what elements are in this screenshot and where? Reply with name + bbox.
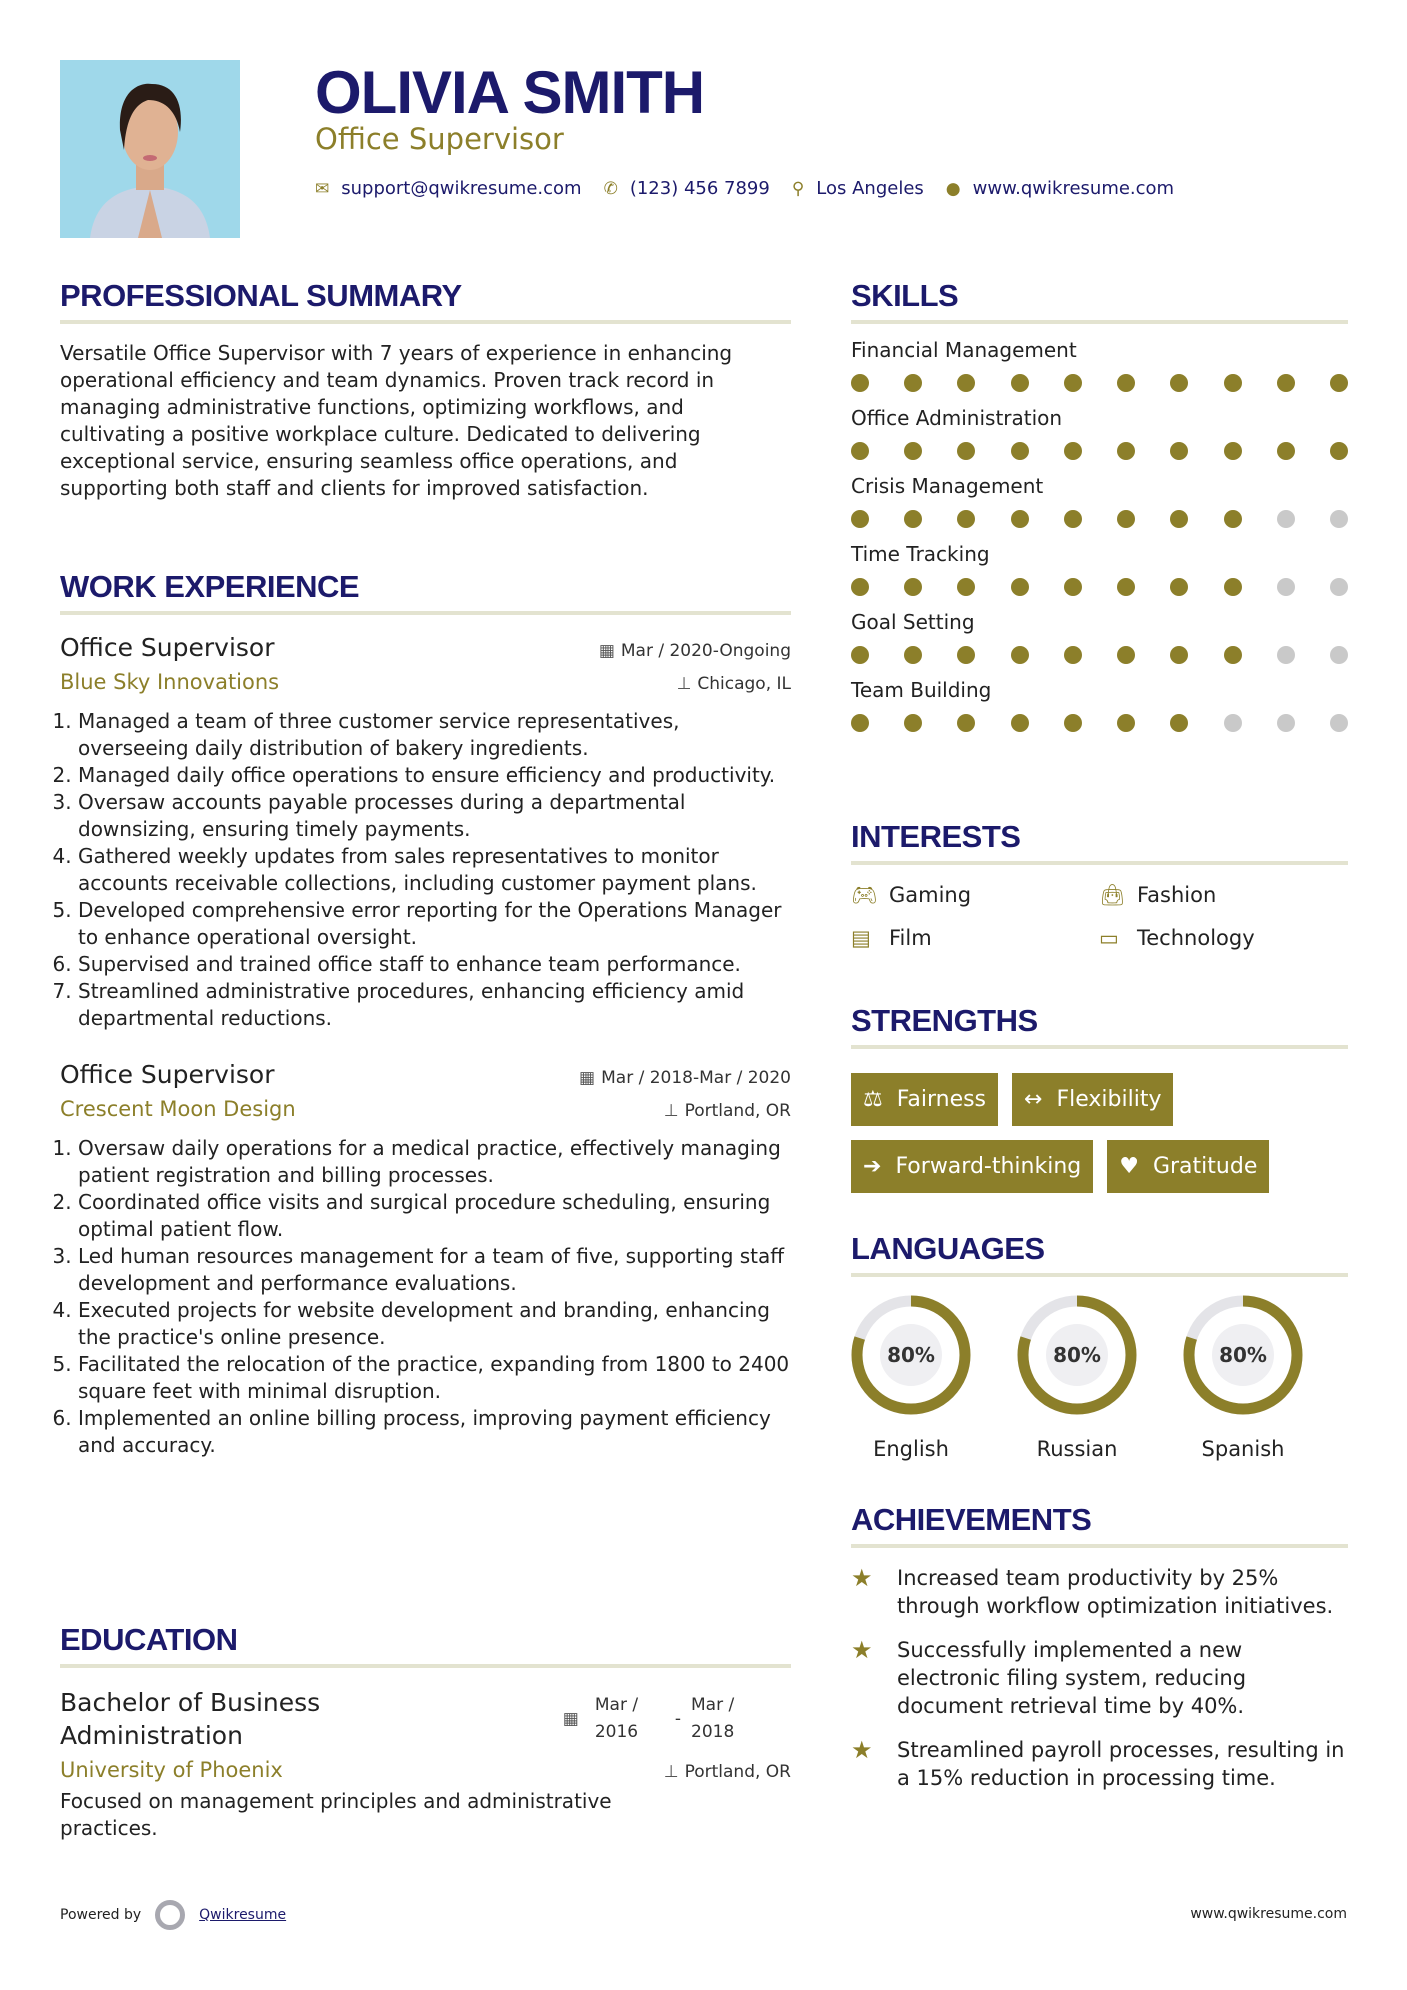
rating-dot-empty: [1277, 714, 1295, 732]
film-icon: ▤: [851, 926, 871, 950]
section-divider: [60, 611, 791, 615]
job-bullet: 2. Coordinated office visits and surgical procedure scheduling, ensuring optimal patient flow.: [78, 1189, 791, 1243]
rating-dot-empty: [1277, 646, 1295, 664]
rating-dot-empty: [1330, 646, 1348, 664]
interests-section: [851, 819, 1348, 950]
job-header: [60, 1060, 791, 1089]
skill-name: Office Administration: [851, 406, 1063, 430]
skill-item: [851, 610, 1348, 664]
experience-section: [60, 569, 791, 1459]
job-bullet: 6. Implemented an online billing process, improving payment efficiency and accuracy.: [78, 1405, 791, 1459]
language-ring: [1183, 1295, 1303, 1415]
rating-dot-filled: [851, 442, 869, 460]
rating-dot-filled: [1117, 646, 1135, 664]
section-divider: [60, 320, 791, 324]
strength-label: Fairness: [896, 1087, 987, 1112]
language-name: Spanish: [1201, 1437, 1285, 1461]
strength-tag: [1107, 1140, 1269, 1193]
job-entry: [60, 633, 791, 1032]
rating-dot-filled: [1117, 578, 1135, 596]
star-icon: ★: [851, 1564, 873, 1592]
skill-rating: [851, 374, 1348, 392]
calendar-icon: ▦: [598, 641, 615, 661]
section-heading: STRENGTHS: [851, 1003, 1038, 1038]
rating-dot-filled: [1170, 714, 1188, 732]
summary-section: [60, 278, 791, 502]
section-divider: [851, 320, 1348, 324]
rating-dot-filled: [851, 578, 869, 596]
rating-dot-filled: [1117, 374, 1135, 392]
strength-label: Flexibility: [1056, 1087, 1162, 1112]
date-separator: -: [674, 1708, 681, 1729]
rating-dot-filled: [1064, 646, 1082, 664]
globe-icon: ●: [945, 178, 961, 199]
section-heading: ACHIEVEMENTS: [851, 1502, 1092, 1537]
rating-dot-empty: [1277, 578, 1295, 596]
rating-dot-filled: [1170, 510, 1188, 528]
heart-icon: ♥: [1119, 1154, 1139, 1179]
language-name: Russian: [1036, 1437, 1118, 1461]
interest-item: [851, 926, 1099, 950]
section-heading: WORK EXPERIENCE: [60, 569, 360, 604]
languages-section: [851, 1231, 1348, 1461]
map-pin-icon: ⚲: [791, 178, 805, 199]
rating-dot-filled: [1330, 374, 1348, 392]
achievement-item: [851, 1636, 1348, 1720]
powered-by-label: Powered by: [60, 1907, 142, 1923]
achievements-section: [851, 1502, 1348, 1792]
skill-name: Time Tracking: [851, 542, 990, 566]
rating-dot-filled: [1224, 646, 1242, 664]
rating-dot-filled: [1170, 578, 1188, 596]
achievement-text: Successfully implemented a new electronic filing system, reducing document retrieval time by 40%.: [897, 1638, 1247, 1718]
language-percent: 80%: [887, 1343, 935, 1367]
rating-dot-filled: [1064, 510, 1082, 528]
language-item: [1183, 1295, 1303, 1461]
skill-item: [851, 338, 1348, 392]
job-bullet: 3. Led human resources management for a team of five, supporting staff development and performance evaluations.: [78, 1243, 791, 1297]
section-heading: SKILLS: [851, 278, 959, 313]
rating-dot-filled: [1170, 442, 1188, 460]
company-name: Crescent Moon Design: [60, 1097, 296, 1121]
footer-website[interactable]: www.qwikresume.com: [1190, 1906, 1347, 1922]
rating-dot-filled: [851, 374, 869, 392]
rating-dot-filled: [1011, 374, 1029, 392]
achievement-text: Streamlined payroll processes, resulting in a 15% reduction in processing time.: [897, 1738, 1345, 1790]
interest-label: Film: [889, 926, 932, 950]
language-percent: 80%: [1219, 1343, 1267, 1367]
contact-location: Los Angeles: [816, 178, 924, 199]
job-bullet: 1. Managed a team of three customer service representatives, overseeing daily distribution of bakery ingredients.: [78, 708, 791, 762]
job-dates-text: Mar / 2018-Mar / 2020: [601, 1068, 791, 1088]
rating-dot-filled: [851, 714, 869, 732]
job-bullet: 1. Oversaw daily operations for a medical practice, effectively managing patient registration and billing processes.: [78, 1135, 791, 1189]
rating-dot-filled: [1011, 442, 1029, 460]
strength-tag: [1012, 1073, 1173, 1126]
rating-dot-filled: [904, 442, 922, 460]
job-bullet: 2. Managed daily office operations to ensure efficiency and productivity.: [78, 762, 791, 789]
contact-row: [315, 178, 1196, 199]
star-icon: ★: [851, 1736, 873, 1764]
rating-dot-filled: [957, 374, 975, 392]
envelope-icon: ✉: [315, 178, 330, 199]
strength-label: Forward-thinking: [895, 1154, 1082, 1179]
rating-dot-filled: [1011, 714, 1029, 732]
summary-text: Versatile Office Supervisor with 7 years of experience in enhancing operational efficiency and team dynamics. Proven track record in managing administrative functions, optimizing workflows, and cultivating a positive workplace culture. Dedicated to delivering exceptional service, ensuring seamless office operations, and supporting both staff and clients for improved satisfaction.: [60, 341, 733, 500]
job-bullet: 4. Executed projects for website development and branding, enhancing the practice's online presence.: [78, 1297, 791, 1351]
job-location: [677, 674, 791, 694]
rating-dot-filled: [1117, 714, 1135, 732]
education-description: Focused on management principles and administrative practices.: [60, 1789, 612, 1840]
interest-label: Fashion: [1137, 883, 1217, 907]
interest-item: [851, 883, 1099, 908]
rating-dot-filled: [957, 442, 975, 460]
qwikresume-logo-icon: [155, 1900, 185, 1930]
rating-dot-empty: [1330, 510, 1348, 528]
rating-dot-filled: [904, 510, 922, 528]
language-percent: 80%: [1053, 1343, 1101, 1367]
job-bullet: 3. Oversaw accounts payable processes during a departmental downsizing, ensuring timely payments.: [78, 789, 791, 843]
company-name: Blue Sky Innovations: [60, 670, 280, 694]
rating-dot-filled: [957, 646, 975, 664]
phone-icon: ✆: [603, 178, 618, 199]
rating-dot-filled: [1224, 374, 1242, 392]
strength-tag: [851, 1140, 1093, 1193]
job-subheader: [60, 1097, 791, 1121]
achievement-item: [851, 1564, 1348, 1620]
job-location: [664, 1101, 791, 1121]
contact-website[interactable]: www.qwikresume.com: [972, 178, 1175, 199]
achievement-item: [851, 1736, 1348, 1792]
rating-dot-filled: [957, 714, 975, 732]
rating-dot-empty: [1277, 510, 1295, 528]
section-heading: PROFESSIONAL SUMMARY: [60, 278, 462, 313]
rating-dot-filled: [904, 374, 922, 392]
interest-item: [1099, 926, 1347, 950]
rating-dot-filled: [851, 510, 869, 528]
job-header: [60, 633, 791, 662]
rating-dot-filled: [1011, 510, 1029, 528]
gamepad-icon: 🎮︎: [851, 883, 878, 907]
rating-dot-filled: [1064, 374, 1082, 392]
rating-dot-empty: [1330, 578, 1348, 596]
section-heading: INTERESTS: [851, 819, 1021, 854]
interest-item: [1099, 883, 1347, 908]
rating-dot-filled: [1064, 578, 1082, 596]
rating-dot-filled: [904, 646, 922, 664]
pushpin-icon: ⊥: [663, 1101, 679, 1121]
rating-dot-filled: [1117, 510, 1135, 528]
skill-name: Crisis Management: [851, 474, 1044, 498]
job-bullet: 4. Gathered weekly updates from sales representatives to monitor accounts receivable collections, including customer payment plans.: [78, 843, 791, 897]
skill-item: [851, 474, 1348, 528]
language-name: English: [873, 1437, 949, 1461]
job-bullet: 5. Developed comprehensive error reporting for the Operations Manager to enhance operational oversight.: [78, 897, 791, 951]
skill-item: [851, 542, 1348, 596]
calendar-icon: ▦: [579, 1068, 596, 1088]
school-name: University of Phoenix: [60, 1758, 283, 1782]
achievement-text: Increased team productivity by 25% through workflow optimization initiatives.: [897, 1566, 1334, 1618]
job-bullet: 6. Supervised and trained office staff to enhance team performance.: [78, 951, 791, 978]
rating-dot-filled: [1224, 442, 1242, 460]
rating-dot-filled: [1170, 374, 1188, 392]
rating-dot-filled: [1330, 442, 1348, 460]
job-bullet: 5. Facilitated the relocation of the practice, expanding from 1800 to 2400 square feet with minimal disruption.: [78, 1351, 791, 1405]
skill-name: Team Building: [851, 678, 992, 702]
star-icon: ★: [851, 1636, 873, 1664]
rating-dot-empty: [1330, 714, 1348, 732]
language-item: [851, 1295, 971, 1461]
job-bullets: [60, 1135, 791, 1459]
section-divider: [851, 861, 1348, 865]
education-section: [60, 1622, 791, 1842]
pushpin-icon: ⊥: [676, 674, 692, 694]
rating-dot-filled: [904, 578, 922, 596]
job-dates-text: Mar / 2020-Ongoing: [620, 641, 791, 661]
qwikresume-link[interactable]: Qwikresume: [199, 1907, 287, 1923]
interest-label: Technology: [1137, 926, 1255, 950]
skill-name: Goal Setting: [851, 610, 975, 634]
language-ring: [851, 1295, 971, 1415]
calendar-icon: ▦: [562, 1708, 579, 1729]
job-bullets: [60, 708, 791, 1032]
education-end: Mar / 2018: [691, 1695, 735, 1742]
footer-powered-by: [60, 1900, 286, 1930]
language-ring: [1017, 1295, 1137, 1415]
rating-dot-filled: [1117, 442, 1135, 460]
skill-rating: [851, 646, 1348, 664]
strength-label: Gratitude: [1152, 1154, 1258, 1179]
rating-dot-filled: [1011, 646, 1029, 664]
skill-rating: [851, 578, 1348, 596]
rating-dot-filled: [1277, 374, 1295, 392]
rating-dot-filled: [957, 578, 975, 596]
profile-photo: [60, 60, 240, 238]
skills-section: [851, 278, 1348, 732]
section-divider: [851, 1273, 1348, 1277]
job-bullet: 7. Streamlined administrative procedures, enhancing efficiency amid departmental reductions.: [78, 978, 791, 1032]
pushpin-icon: ⊥: [663, 1762, 679, 1782]
job-dates: [579, 1068, 791, 1088]
job-title: Office Supervisor: [60, 1060, 275, 1089]
language-item: [1017, 1295, 1137, 1461]
candidate-name: OLIVIA SMITH: [315, 59, 705, 126]
rating-dot-filled: [1277, 442, 1295, 460]
section-heading: LANGUAGES: [851, 1231, 1045, 1266]
balance-scale-icon: ⚖: [863, 1087, 883, 1112]
section-divider: [851, 1544, 1348, 1548]
contact-email[interactable]: support@qwikresume.com: [341, 178, 582, 199]
rating-dot-filled: [1064, 442, 1082, 460]
interest-label: Gaming: [889, 883, 972, 907]
rating-dot-filled: [1224, 578, 1242, 596]
rating-dot-empty: [1224, 714, 1242, 732]
job-title: Office Supervisor: [60, 633, 275, 662]
education-start: Mar / 2016: [594, 1695, 639, 1742]
section-divider: [851, 1045, 1348, 1049]
job-location-text: Chicago, IL: [697, 674, 791, 694]
rating-dot-filled: [1224, 510, 1242, 528]
laptop-icon: ▭: [1099, 926, 1119, 950]
strength-tag: [851, 1073, 998, 1126]
contact-phone: (123) 456 7899: [629, 178, 770, 199]
candidate-title: Office Supervisor: [315, 122, 564, 156]
rating-dot-filled: [1170, 646, 1188, 664]
job-location-text: Portland, OR: [684, 1101, 791, 1121]
education-location: Portland, OR: [684, 1762, 791, 1782]
section-divider: [60, 1664, 791, 1668]
section-heading: EDUCATION: [60, 1622, 238, 1657]
rating-dot-filled: [904, 714, 922, 732]
skill-item: [851, 678, 1348, 732]
skill-rating: [851, 714, 1348, 732]
skill-name: Financial Management: [851, 338, 1077, 362]
arrows-horizontal-icon: ↔: [1024, 1087, 1043, 1112]
job-subheader: [60, 670, 791, 694]
degree-title: Bachelor of Business Administration: [60, 1688, 321, 1750]
skill-rating: [851, 510, 1348, 528]
arrow-right-icon: ➔: [863, 1154, 882, 1179]
rating-dot-filled: [1011, 578, 1029, 596]
rating-dot-filled: [957, 510, 975, 528]
job-dates: [599, 641, 791, 661]
job-entry: [60, 1060, 791, 1459]
shopping-bag-icon: 👜︎: [1099, 883, 1126, 907]
rating-dot-filled: [1064, 714, 1082, 732]
skill-rating: [851, 442, 1348, 460]
rating-dot-filled: [851, 646, 869, 664]
skill-item: [851, 406, 1348, 460]
strengths-section: [851, 1003, 1348, 1193]
